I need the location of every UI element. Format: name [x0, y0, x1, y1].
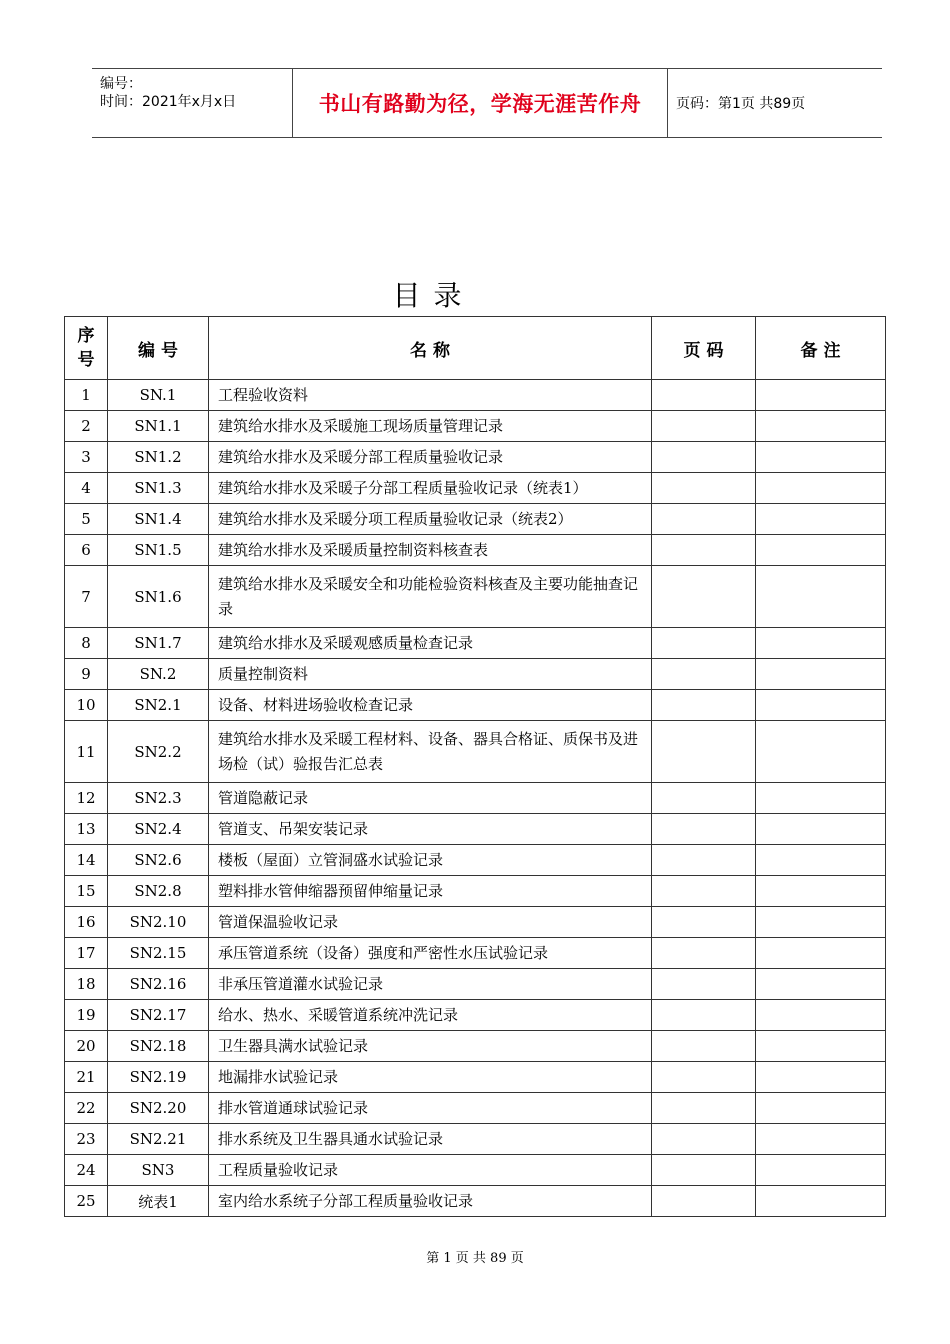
seq-cell: 6	[65, 535, 108, 566]
table-row	[65, 938, 886, 969]
table-row	[65, 721, 886, 783]
code-cell: SN1.6	[108, 566, 209, 628]
code-cell: SN2.21	[108, 1124, 209, 1155]
seq-cell: 15	[65, 876, 108, 907]
page-cell	[652, 1155, 756, 1186]
table-row	[65, 1124, 886, 1155]
page-cell	[652, 1000, 756, 1031]
header-code: 编 号	[108, 317, 209, 380]
remark-cell	[756, 721, 886, 783]
page-cell	[652, 659, 756, 690]
time-label: 时间：2021年x月x日	[100, 94, 237, 110]
code-cell: SN2.19	[108, 1062, 209, 1093]
page-cell	[652, 907, 756, 938]
toc-table	[64, 316, 886, 1217]
seq-cell: 18	[65, 969, 108, 1000]
remark-cell	[756, 814, 886, 845]
page-cell	[652, 473, 756, 504]
name-cell: 建筑给水排水及采暖安全和功能检验资料核查及主要功能抽查记录	[209, 566, 652, 628]
name-cell: 排水系统及卫生器具通水试验记录	[209, 1124, 652, 1155]
remark-cell	[756, 380, 886, 411]
name-cell: 管道隐蔽记录	[209, 783, 652, 814]
name-cell: 建筑给水排水及采暖质量控制资料核查表	[209, 535, 652, 566]
page-cell	[652, 628, 756, 659]
seq-cell: 11	[65, 721, 108, 783]
header-page-info: 页码：第1页 共89页	[676, 96, 806, 112]
seq-cell: 19	[65, 1000, 108, 1031]
seq-cell: 5	[65, 504, 108, 535]
remark-cell	[756, 659, 886, 690]
remark-cell	[756, 1031, 886, 1062]
code-label: 编号：	[100, 76, 142, 92]
seq-cell: 16	[65, 907, 108, 938]
name-cell: 室内给水系统子分部工程质量验收记录	[209, 1186, 652, 1217]
code-cell: SN3	[108, 1155, 209, 1186]
page-footer: 第 1 页 共 89 页	[426, 1251, 524, 1266]
header-page: 页 码	[652, 317, 756, 380]
table-row	[65, 1093, 886, 1124]
table-row	[65, 628, 886, 659]
remark-cell	[756, 535, 886, 566]
remark-cell	[756, 411, 886, 442]
table-row	[65, 504, 886, 535]
code-cell: 统表1	[108, 1186, 209, 1217]
code-cell: SN1.7	[108, 628, 209, 659]
table-row	[65, 659, 886, 690]
name-cell: 管道保温验收记录	[209, 907, 652, 938]
seq-cell: 13	[65, 814, 108, 845]
name-cell: 建筑给水排水及采暖子分部工程质量验收记录（统表1）	[209, 473, 652, 504]
page-cell	[652, 1124, 756, 1155]
remark-cell	[756, 783, 886, 814]
table-row	[65, 1031, 886, 1062]
page-cell	[652, 1186, 756, 1217]
seq-cell: 25	[65, 1186, 108, 1217]
table-row	[65, 814, 886, 845]
table-row	[65, 1062, 886, 1093]
code-cell: SN2.20	[108, 1093, 209, 1124]
seq-cell: 22	[65, 1093, 108, 1124]
page-cell	[652, 690, 756, 721]
name-cell: 建筑给水排水及采暖分项工程质量验收记录（统表2）	[209, 504, 652, 535]
code-cell: SN.2	[108, 659, 209, 690]
remark-cell	[756, 473, 886, 504]
header-name: 名 称	[209, 317, 652, 380]
code-cell: SN2.10	[108, 907, 209, 938]
page-cell	[652, 380, 756, 411]
page-header	[92, 68, 882, 138]
code-cell: SN2.3	[108, 783, 209, 814]
seq-cell: 8	[65, 628, 108, 659]
name-cell: 工程质量验收记录	[209, 1155, 652, 1186]
table-row	[65, 442, 886, 473]
seq-cell: 1	[65, 380, 108, 411]
remark-cell	[756, 938, 886, 969]
remark-cell	[756, 876, 886, 907]
table-row	[65, 1155, 886, 1186]
name-cell: 建筑给水排水及采暖观感质量检查记录	[209, 628, 652, 659]
remark-cell	[756, 690, 886, 721]
code-cell: SN2.2	[108, 721, 209, 783]
name-cell: 质量控制资料	[209, 659, 652, 690]
page-cell	[652, 845, 756, 876]
table-row	[65, 969, 886, 1000]
remark-cell	[756, 845, 886, 876]
name-cell: 管道支、吊架安装记录	[209, 814, 652, 845]
table-row	[65, 411, 886, 442]
remark-cell	[756, 1000, 886, 1031]
table-row	[65, 845, 886, 876]
page-cell	[652, 1062, 756, 1093]
name-cell: 塑料排水管伸缩器预留伸缩量记录	[209, 876, 652, 907]
remark-cell	[756, 1186, 886, 1217]
seq-cell: 14	[65, 845, 108, 876]
seq-cell: 2	[65, 411, 108, 442]
header-seq: 序号	[65, 317, 108, 380]
seq-cell: 24	[65, 1155, 108, 1186]
seq-cell: 4	[65, 473, 108, 504]
code-cell: SN1.4	[108, 504, 209, 535]
name-cell: 承压管道系统（设备）强度和严密性水压试验记录	[209, 938, 652, 969]
code-cell: SN1.5	[108, 535, 209, 566]
code-cell: SN1.3	[108, 473, 209, 504]
remark-cell	[756, 442, 886, 473]
table-row	[65, 535, 886, 566]
name-cell: 建筑给水排水及采暖施工现场质量管理记录	[209, 411, 652, 442]
table-row	[65, 876, 886, 907]
seq-cell: 17	[65, 938, 108, 969]
table-row	[65, 1000, 886, 1031]
name-cell: 非承压管道灌水试验记录	[209, 969, 652, 1000]
page-cell	[652, 1031, 756, 1062]
remark-cell	[756, 1062, 886, 1093]
table-row	[65, 380, 886, 411]
remark-cell	[756, 1093, 886, 1124]
code-cell: SN2.1	[108, 690, 209, 721]
seq-cell: 12	[65, 783, 108, 814]
code-cell: SN1.1	[108, 411, 209, 442]
remark-cell	[756, 504, 886, 535]
code-cell: SN2.8	[108, 876, 209, 907]
code-cell: SN2.17	[108, 1000, 209, 1031]
seq-cell: 10	[65, 690, 108, 721]
page-cell	[652, 1093, 756, 1124]
remark-cell	[756, 969, 886, 1000]
code-cell: SN1.2	[108, 442, 209, 473]
table-header-row	[65, 317, 886, 380]
code-cell: SN2.18	[108, 1031, 209, 1062]
page-title: 目 录	[392, 279, 464, 312]
page-cell	[652, 566, 756, 628]
code-cell: SN2.6	[108, 845, 209, 876]
table-row	[65, 690, 886, 721]
page-cell	[652, 969, 756, 1000]
code-cell: SN.1	[108, 380, 209, 411]
header-remark: 备 注	[756, 317, 886, 380]
name-cell: 楼板（屋面）立管洞盛水试验记录	[209, 845, 652, 876]
name-cell: 地漏排水试验记录	[209, 1062, 652, 1093]
code-cell: SN2.4	[108, 814, 209, 845]
name-cell: 设备、材料进场验收检查记录	[209, 690, 652, 721]
remark-cell	[756, 566, 886, 628]
page-cell	[652, 938, 756, 969]
code-cell: SN2.16	[108, 969, 209, 1000]
page-cell	[652, 721, 756, 783]
remark-cell	[756, 1124, 886, 1155]
table-row	[65, 1186, 886, 1217]
header-motto: 书山有路勤为径，学海无涯苦作舟	[292, 69, 668, 137]
code-cell: SN2.15	[108, 938, 209, 969]
page-cell	[652, 876, 756, 907]
page-cell	[652, 504, 756, 535]
remark-cell	[756, 628, 886, 659]
table-row	[65, 473, 886, 504]
page-cell	[652, 814, 756, 845]
seq-cell: 9	[65, 659, 108, 690]
seq-cell: 7	[65, 566, 108, 628]
name-cell: 卫生器具满水试验记录	[209, 1031, 652, 1062]
table-row	[65, 907, 886, 938]
header-meta	[92, 69, 292, 137]
seq-cell: 20	[65, 1031, 108, 1062]
table-row	[65, 566, 886, 628]
name-cell: 建筑给水排水及采暖分部工程质量验收记录	[209, 442, 652, 473]
table-row	[65, 783, 886, 814]
name-cell: 工程验收资料	[209, 380, 652, 411]
seq-cell: 3	[65, 442, 108, 473]
page-cell	[652, 442, 756, 473]
name-cell: 建筑给水排水及采暖工程材料、设备、器具合格证、质保书及进场检（试）验报告汇总表	[209, 721, 652, 783]
page-cell	[652, 783, 756, 814]
name-cell: 排水管道通球试验记录	[209, 1093, 652, 1124]
seq-cell: 23	[65, 1124, 108, 1155]
page-cell	[652, 535, 756, 566]
seq-cell: 21	[65, 1062, 108, 1093]
name-cell: 给水、热水、采暖管道系统冲洗记录	[209, 1000, 652, 1031]
remark-cell	[756, 1155, 886, 1186]
page-cell	[652, 411, 756, 442]
remark-cell	[756, 907, 886, 938]
